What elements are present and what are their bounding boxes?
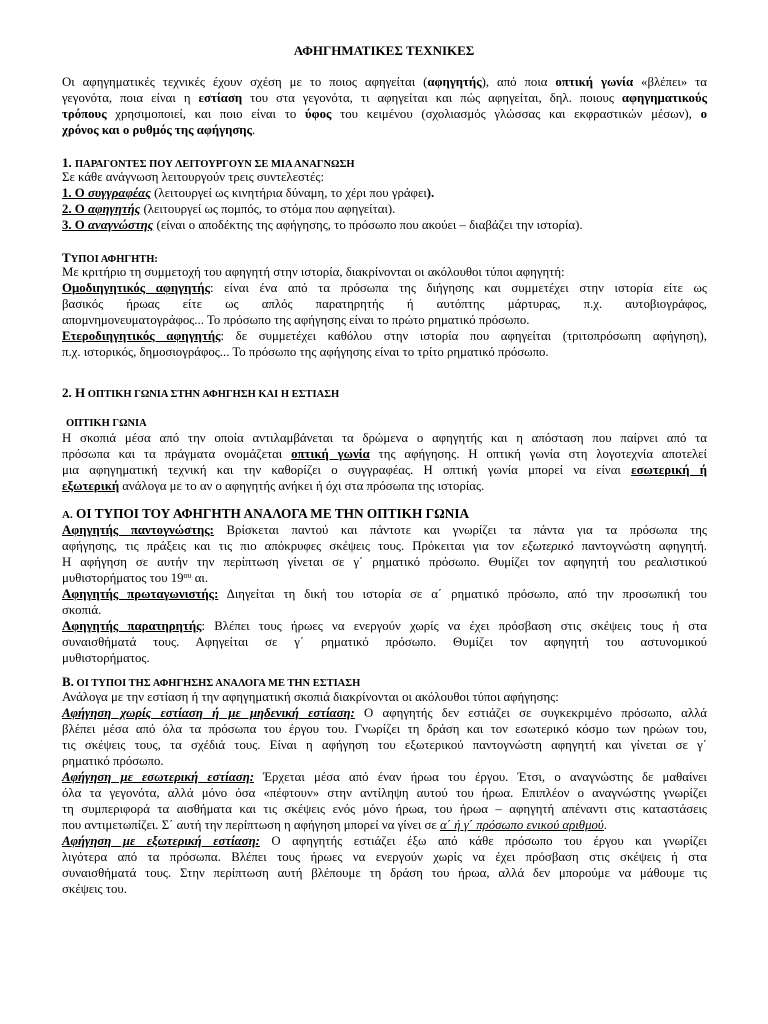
heterodiegetic-line-1	[62, 329, 707, 344]
heading-number: 1.	[62, 155, 75, 170]
internal-focus-line-2: όλα τα γεγονότα, αλλά μόνο όσα «πέφτουν» στην αντίληψη αυτού του ήρωα. Επιπλέον ο αναγνώστης γνωρίζει	[62, 786, 707, 800]
factor-end: ).	[426, 186, 435, 200]
superscript: ου	[183, 571, 192, 580]
omniscient-line-1	[62, 523, 707, 538]
term-external-focus: Αφήγηση με εξωτερική εστίαση:	[62, 834, 260, 848]
factor-term: αφηγητής	[87, 202, 141, 216]
term-modes: τρόπους	[62, 107, 107, 121]
text-run: μυθιστορήματος του 19	[62, 571, 184, 585]
text-run: του στα γεγονότα, τι αφηγείται και πώς αφηγείται, δηλ. ποιους	[242, 91, 622, 105]
text-run: αι.	[191, 571, 209, 585]
text-run: ανάλογα με το αν ο αφηγητής ανήκει ή όχι στα πρόσωπα της ιστορίας.	[119, 479, 485, 493]
text-run: : είναι ένα από τα πρόσωπα της διήγησης και συμμετέχει στην ιστορία είτε ως	[209, 281, 707, 295]
section-a-heading	[62, 506, 469, 523]
text-run: : Βλέπει τους ήρωες να ενεργούν χωρίς να έχει πρόσβαση στις σκέψεις τους ή στα	[201, 619, 707, 633]
term-style: ύφος	[304, 107, 332, 121]
text-run: Βρίσκεται παντού και πάντοτε και γνωρίζει τα πάντα για τα πρόσωπα της	[213, 523, 707, 537]
section-b-heading	[62, 674, 360, 691]
intro-line-4	[62, 123, 255, 138]
text-run: παντογνώστη αφηγητή.	[573, 539, 707, 553]
text-run: ), από ποια	[481, 75, 556, 89]
zero-focus-line-4: ρηματικό πρόσωπο.	[62, 754, 164, 768]
term-protagonist: Αφηγητής πρωταγωνιστής:	[62, 587, 219, 601]
term-internal-or: εσωτερική ή	[631, 463, 707, 477]
term-point-of-view: οπτική γωνία	[555, 75, 634, 89]
term-person-singular: α΄ ή γ΄ πρόσωπο ενικού αριθμού	[439, 818, 604, 832]
factor-term: αναγνώστης	[87, 218, 154, 232]
heading-text: ΟΙ ΤΥΠΟΙ ΤΗΣ ΑΦΗΓΗΣΗΣ ΑΝΑΛΟΓΑ ΜΕ ΤΗΝ ΕΣΤΙΑΣΗ	[73, 678, 361, 689]
term-observer: Αφηγητής παρατηρητής	[62, 619, 202, 633]
internal-focus-line-1	[62, 770, 707, 785]
focalization-intro: Ανάλογα με την εστίαση ή την αφηγηματική σκοπιά διακρίνονται οι ακόλουθοι τύποι αφήγησης:	[62, 690, 559, 704]
factor-number: 1. Ο	[62, 186, 88, 200]
text-run: Έρχεται μέσα από έναν ήρωα του έργου. Έτσι, ο αναγνώστης δε μαθαίνει	[253, 770, 707, 784]
zero-focus-line-2: βλέπει μέσα από όλα τα πρόσωπα του έργου του. Γνωρίζει τη δράση και τον εσωτερικό κόσμο των ηρώων του,	[62, 722, 707, 736]
heading-number: 2. Η	[62, 385, 86, 400]
section-2-heading	[62, 385, 339, 402]
term-narrator: αφηγητής	[427, 75, 482, 89]
intro-line-2	[62, 91, 707, 106]
text-run: Ο αφηγητής εστιάζει έξω από κάθε πρόσωπο του έργου και γνωρίζει	[259, 834, 708, 848]
heading-text: ΟΙ ΤΥΠΟΙ ΤΟΥ ΑΦΗΓΗΤΗ ΑΝΑΛΟΓΑ ΜΕ ΤΗΝ ΟΠΤΙΚΗ ΓΩΝΙΑ	[72, 506, 470, 521]
heading-text: ΥΠΟΙ ΑΦΗΓΗΤΗ:	[70, 254, 158, 265]
term-homodiegetic: Ομοδιηγητικός αφηγητής	[62, 281, 210, 295]
italic-external: εξωτερικό	[522, 539, 574, 553]
omniscient-line-4	[62, 571, 208, 586]
pov-line-2	[62, 447, 707, 462]
zero-focus-line-3: τις σκέψεις τους, τα σχέδιά τους. Είναι η αφήγηση του εξωτερικού παντογνώστη αφηγητή και γίνεται σε γ΄	[62, 738, 707, 752]
factor-text: (είναι ο αποδέκτης της αφήγησης, το πρόσωπο που ακούει – διαβάζει την ιστορία).	[153, 218, 583, 232]
text-run: : δε συμμετέχει καθόλου στην ιστορία που αφηγείται (τριτοπρόσωπη αφήγηση),	[220, 329, 708, 343]
internal-focus-line-3: τη συμπεριφορά τα αισθήματα και τις σκέψεις ενός μόνο ήρωα, του ήρωα – αφηγητή απέναντι στις καταστάσεις	[62, 802, 707, 816]
heading-letter: Β.	[62, 674, 74, 689]
omniscient-line-3: Η αφήγηση σε αυτήν την περίπτωση γίνεται σε γ΄ ρηματικό πρόσωπο. Θυμίζει τον αφηγητή του ρεαλιστικού	[62, 555, 707, 569]
factor-reader	[62, 218, 583, 233]
heterodiegetic-line-2: π.χ. ιστορικός, δημοσιογράφος... Το πρόσωπο της αφήγησης είναι το τρίτο ρηματικό πρόσωπο.	[62, 345, 549, 359]
heading-text: ΟΠΤΙΚΗ ΓΩΝΙΑ ΣΤΗΝ ΑΦΗΓΗΣΗ ΚΑΙ Η ΕΣΤΙΑΣΗ	[85, 389, 340, 400]
document-title: ΑΦΗΓΗΜΑΤΙΚΕΣ ΤΕΧΝΙΚΕΣ	[293, 43, 475, 58]
term-omniscient: Αφηγητής παντογνώστης:	[62, 523, 214, 537]
term-focus: εστίαση	[198, 91, 243, 105]
factor-author	[62, 186, 434, 201]
section-1-intro: Σε κάθε ανάγνωση λειτουργούν τρεις συντελεστές:	[62, 170, 325, 184]
text-run: Ο αφηγητής δεν εστιάζει σε συγκεκριμένο πρόσωπο, αλλά	[354, 706, 707, 720]
text-run: που αντιμετωπίζει. Σ΄ αυτή την περίπτωση η αφήγηση μπορεί να γίνει σε	[62, 818, 440, 832]
external-focus-line-2: λιγότερα από τα πρόσωπα. Βλέπει τους ήρωες να ενεργούν χωρίς να έχει πρόσβαση στις σκέψεις ή στα	[62, 850, 707, 864]
subheading-text: ΟΠΤΙΚΗ ΓΩΝΙΑ	[66, 418, 147, 429]
text-run: Οι αφηγηματικές τεχνικές έχουν σχέση με το ποιος αφηγείται (	[62, 75, 428, 89]
protagonist-line-1	[62, 587, 707, 602]
text-run: .	[603, 818, 607, 832]
heading-initial: Τ	[62, 250, 71, 265]
homodiegetic-line-2: βασικός ήρωας είτε ως απλός παρατηρητής ή αυτόπτης μάρτυρας, π.χ. αυτοβιογράφος,	[62, 297, 707, 311]
homodiegetic-line-1	[62, 281, 707, 296]
term-narrative-modes: αφηγηματικούς	[621, 91, 707, 105]
text-run: γεγονότα, ποια είναι η	[62, 91, 199, 105]
text-run: της αφήγησης. Η οπτική γωνία στη λογοτεχνία αποτελεί	[369, 447, 707, 461]
term-time-rhythm: χρόνος και ο ρυθμός της αφήγησης	[62, 123, 252, 137]
pov-line-3	[62, 463, 707, 478]
text-run: Διηγείται τη δική του ιστορία σε α΄ ρηματικό πρόσωπο, από την προσωπική του	[218, 587, 707, 601]
text-run: του κειμένου (σχολιασμός γλώσσας και εκφραστικών μέσων),	[331, 107, 701, 121]
text-run: «βλέπει» τα	[633, 75, 707, 89]
text-run: χρησιμοποιεί, και ποιο είναι το	[106, 107, 305, 121]
term-external: εξωτερική	[62, 479, 120, 493]
external-focus-line-4: σκέψεις του.	[62, 882, 127, 896]
term-zero-focus: Αφήγηση χωρίς εστίαση ή με μηδενική εστίαση:	[62, 706, 355, 720]
text-run: .	[251, 123, 256, 137]
factor-narrator	[62, 202, 395, 217]
factor-text: (λειτουργεί ως πομπός, το στόμα που αφηγείται).	[140, 202, 396, 216]
term-heterodiegetic: Ετεροδιηγητικός αφηγητής	[62, 329, 221, 343]
text-run: ο	[700, 107, 707, 121]
text-run: αφήγησης, τις πράξεις και τις πιο απόκρυφες σκέψεις τους. Πρόκειται για τον	[62, 539, 523, 553]
intro-line-1	[62, 75, 707, 90]
narrator-types-intro: Με κριτήριο τη συμμετοχή του αφηγητή στην ιστορία, διακρίνονται οι ακόλουθοι τύποι αφηγητή:	[62, 265, 565, 279]
intro-line-3	[62, 107, 707, 122]
internal-focus-line-4	[62, 818, 607, 833]
factor-text: (λειτουργεί ως κινητήρια δύναμη, το χέρι που γράφει	[150, 186, 427, 200]
observer-line-2: συναισθήματά τους. Αφηγείται σε γ΄ ρηματικό πρόσωπο. Θυμίζει τον αφηγητή του αστυνομικού	[62, 635, 707, 649]
omniscient-line-2	[62, 539, 707, 554]
factor-number: 2. Ο	[62, 202, 88, 216]
heading-text: ΠΑΡΑΓΟΝΤΕΣ ΠΟΥ ΛΕΙΤΟΥΡΓΟΥΝ ΣΕ ΜΙΑ ΑΝΑΓΝΩΣΗ	[75, 159, 355, 170]
homodiegetic-line-3: απομνημονευματογράφος... Το πρόσωπο της αφήγησης είναι το πρώτο ρηματικό πρόσωπο.	[62, 313, 530, 327]
text-run: πρόσωπα και τα πράγματα ονομάζεται	[62, 447, 292, 461]
observer-line-3: μυθιστορήματος.	[62, 651, 150, 665]
point-of-view-subheading	[66, 415, 147, 431]
zero-focus-line-1	[62, 706, 707, 721]
observer-line-1	[62, 619, 707, 634]
external-focus-line-1	[62, 834, 707, 849]
external-focus-line-3: συναισθήματά τους. Στην περίπτωση αυτή βλέπουμε τη δράση του ήρωα, αλλά δεν μπορούμε να μάθουμε τις	[62, 866, 707, 880]
heading-letter: Α.	[62, 509, 73, 521]
term-internal-focus: Αφήγηση με εσωτερική εστίαση:	[62, 770, 254, 784]
pov-line-1: Η σκοπιά μέσα από την οποία αντιλαμβάνεται τα δρώμενα ο αφηγητής και η απόσταση που παίρνει από τα	[62, 431, 707, 445]
text-run: μια αφηγηματική τεχνική και την καθορίζει ο συγγραφέας. Η οπτική γωνία μπορεί να είναι	[62, 463, 632, 477]
protagonist-line-2: σκοπιά.	[62, 603, 102, 617]
pov-line-4	[62, 479, 484, 494]
factor-number: 3. Ο	[62, 218, 88, 232]
term-point-of-view: οπτική γωνία	[291, 447, 370, 461]
factor-term: συγγραφέας	[87, 186, 151, 200]
